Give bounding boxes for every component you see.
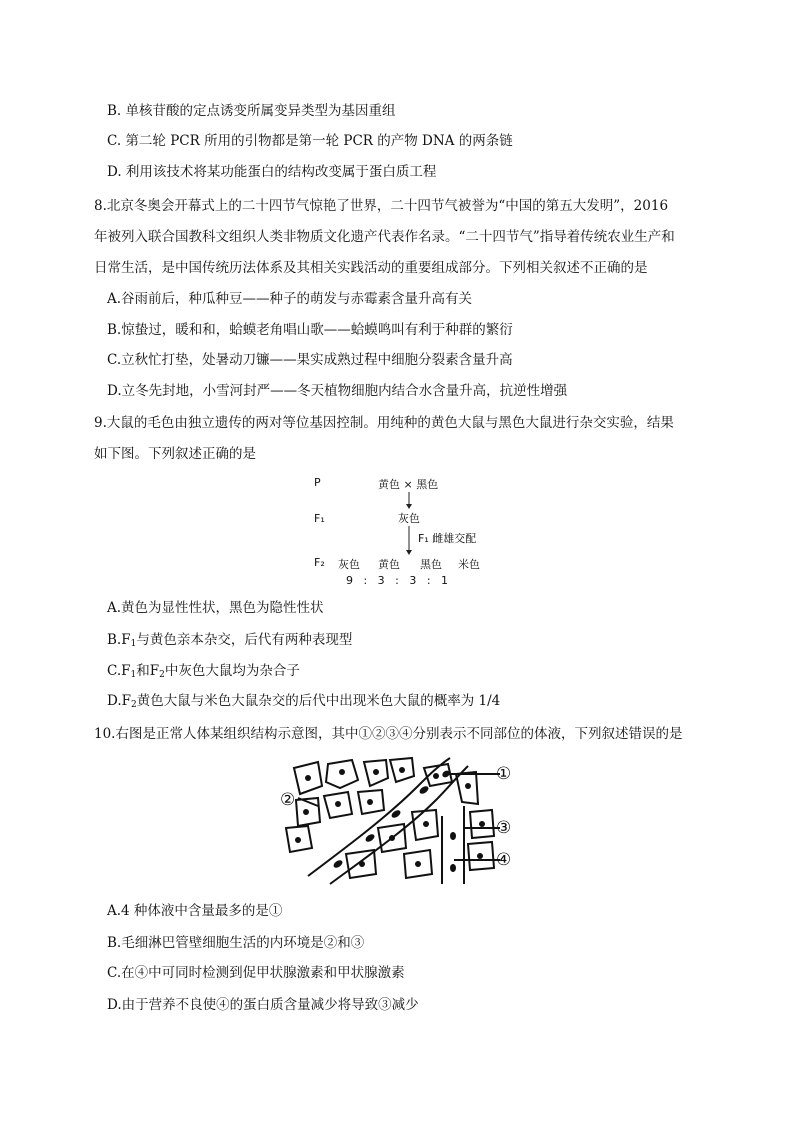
q7-option-b: B. 单核苷酸的定点诱变所属变异类型为基因重组: [107, 103, 396, 119]
q8-stem-line3: 日常生活，是中国传统历法体系及其相关实践活动的重要组成部分。下列相关叙述不正确的是: [94, 260, 648, 276]
q8-stem-line2: 年被列入联合国教科文组织人类非物质文化遗产代表作名录。“二十四节气”指导着传统农业生产和: [94, 229, 675, 245]
parent-cross: 黄色 × 黑色: [378, 478, 439, 491]
cross-arrows: [300, 470, 500, 590]
generation-p-label: P: [314, 476, 321, 489]
f2-gray: 灰色: [338, 558, 360, 571]
f1-phenotype: 灰色: [398, 512, 420, 525]
f2-yellow: 黄色: [378, 558, 400, 571]
q7-option-d: D. 利用该技术将某功能蛋白的结构改变属于蛋白质工程: [107, 164, 437, 180]
label-1: ①: [496, 764, 512, 784]
f2-black: 黑色: [420, 558, 442, 571]
tissue-structure-diagram: [278, 756, 518, 890]
q8-option-a: A.谷雨前后，种瓜种豆——种子的萌发与赤霉素含量升高有关: [107, 291, 473, 307]
f2-ratio: 9 : 3 : 3 : 1: [346, 574, 449, 587]
q10-option-d: D.由于营养不良使④的蛋白质含量减少将导致③减少: [107, 997, 419, 1013]
q8-stem-line1: 8.北京冬奥会开幕式上的二十四节气惊艳了世界，二十四节气被誉为“中国的第五大发明”，2016: [94, 198, 669, 214]
mating-label: F₁ 雌雄交配: [418, 532, 477, 545]
label-2: ②: [280, 790, 296, 810]
q8-option-d: D.立冬先封地，小雪河封严——冬天植物细胞内结合水含量升高，抗逆性增强: [107, 383, 568, 399]
genetic-cross-diagram: [300, 470, 500, 590]
q10-option-c: C.在④中可同时检测到促甲状腺激素和甲状腺激素: [107, 965, 405, 981]
f2-rice: 米色: [458, 558, 480, 571]
q9-option-c: $C.F_1$和$F_2$中灰色大鼠均为杂合子: [107, 663, 300, 680]
q9-stem-line2: 如下图。下列叙述正确的是: [94, 446, 256, 462]
q9-option-a: A.黄色为显性性状，黑色为隐性性状: [107, 600, 324, 616]
label-4: ④: [496, 850, 512, 870]
q8-option-b: B.惊蛰过，暖和和，蛤蟆老角唱山歌——蛤蟆鸣叫有利于种群的繁衍: [107, 322, 513, 338]
q8-option-c: C.立秋忙打垫，处暑动刀镰——果实成熟过程中细胞分裂素含量升高: [107, 352, 513, 368]
q9-option-b: $B.F_1$与黄色亲本杂交，后代有两种表现型: [107, 632, 353, 649]
q10-option-b: B.毛细淋巴管壁细胞生活的内环境是②和③: [107, 935, 365, 951]
q10-stem: 10.右图是正常人体某组织结构示意图，其中①②③④分别表示不同部位的体液，下列叙述错误的是: [94, 726, 683, 742]
generation-f2-label: F₂: [314, 556, 325, 569]
generation-f1-label: F₁: [314, 512, 325, 525]
q10-option-a: A.4 种体液中含量最多的是①: [107, 903, 283, 919]
q9-option-d: $D.F_2$黄色大鼠与米色大鼠杂交的后代中出现米色大鼠的概率为 1/4: [107, 693, 501, 710]
q7-option-c: C. 第二轮 PCR 所用的引物都是第一轮 PCR 的产物 DNA 的两条链: [107, 133, 513, 149]
label-3: ③: [496, 818, 512, 838]
q9-stem-line1: 9.大鼠的毛色由独立遗传的两对等位基因控制。用纯种的黄色大鼠与黑色大鼠进行杂交实验，结果: [94, 415, 674, 431]
tissue-drawing: [278, 756, 518, 886]
